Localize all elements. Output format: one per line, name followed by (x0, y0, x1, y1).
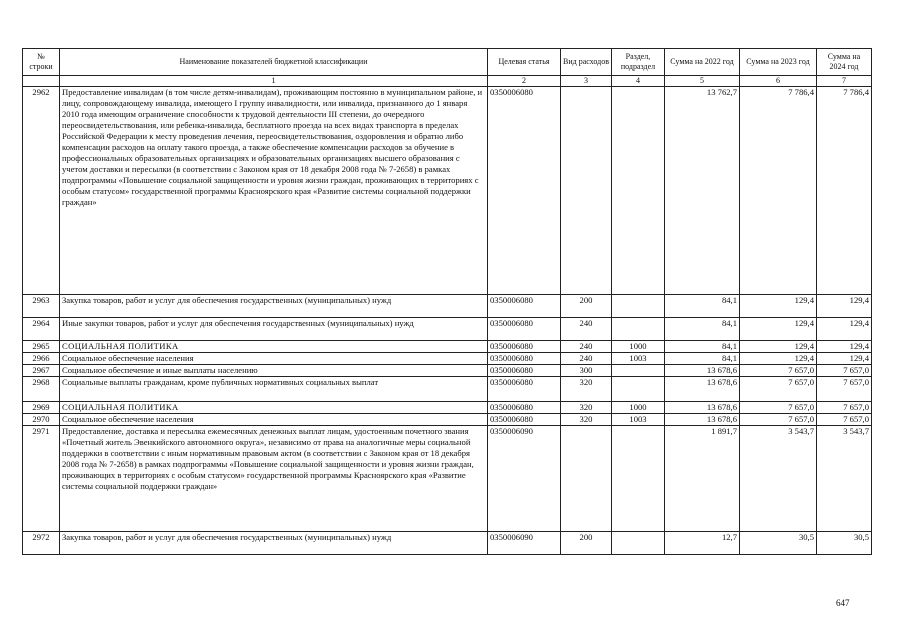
header-row-no: № строки (23, 49, 60, 76)
row-section (612, 318, 665, 341)
column-number: 6 (740, 76, 817, 87)
row-sum-2022: 84,1 (665, 295, 740, 318)
column-number: 7 (817, 76, 872, 87)
row-name: Предоставление инвалидам (в том числе детям-инвалидам), проживающим постоянно в муниципальном районе, и лицу, сопровождающему инвалида, имеющего I группу инвалидности, или инвалида, признанного до 1 января 2010 года имеющим ограничение способности к трудовой деятельности III степени, до очередного переосвидетельствования, или ребенка-инвалида, бесплатного проезда на всех видах транспорта в пределах Российской Федерации к месту проведения лечения, переосвидетельствования, оздоровления и обратно либо компенсации расходов на оплату такого проезда, а также обеспечение компенсации расходов за обучение в профессиональных образовательных организациях и образовательных организациях высшего образования с учетом доставки и пересылки (в соответствии с Законом края от 18 декабря 2008 года № 7-2658) в рамках подпрограммы «Повышение социальной защищенности и уровня жизни граждан, проживающих в территориях с особым статусом» государственной программы Красноярского края «Развитие системы социальной поддержки граждан» (60, 87, 488, 295)
row-section (612, 87, 665, 295)
row-sum-2023: 129,4 (740, 353, 817, 365)
row-exp-type: 200 (561, 532, 612, 555)
row-number: 2965 (23, 341, 60, 353)
column-number: 3 (561, 76, 612, 87)
row-sum-2024: 7 657,0 (817, 402, 872, 414)
row-name: СОЦИАЛЬНАЯ ПОЛИТИКА (60, 341, 488, 353)
row-sum-2022: 84,1 (665, 341, 740, 353)
row-target: 0350006090 (488, 426, 561, 532)
row-section (612, 426, 665, 532)
row-number: 2969 (23, 402, 60, 414)
table-row (23, 532, 872, 555)
row-target: 0350006080 (488, 365, 561, 377)
table-row (23, 402, 872, 414)
row-exp-type: 240 (561, 318, 612, 341)
row-exp-type: 300 (561, 365, 612, 377)
row-sum-2024: 7 657,0 (817, 377, 872, 402)
row-sum-2022: 1 891,7 (665, 426, 740, 532)
row-sum-2023: 7 657,0 (740, 402, 817, 414)
row-exp-type: 320 (561, 414, 612, 426)
row-section (612, 365, 665, 377)
row-sum-2024: 129,4 (817, 341, 872, 353)
row-section: 1003 (612, 414, 665, 426)
row-name: СОЦИАЛЬНАЯ ПОЛИТИКА (60, 402, 488, 414)
table-row (23, 365, 872, 377)
header-section: Раздел, подраздел (612, 49, 665, 76)
row-sum-2023: 7 657,0 (740, 365, 817, 377)
row-sum-2023: 7 786,4 (740, 87, 817, 295)
row-section: 1000 (612, 341, 665, 353)
row-sum-2024: 129,4 (817, 353, 872, 365)
row-sum-2024: 7 657,0 (817, 414, 872, 426)
budget-table (22, 48, 872, 555)
budget-sheet (22, 48, 871, 555)
row-number: 2966 (23, 353, 60, 365)
column-numbers-row (23, 76, 872, 87)
row-name: Социальное обеспечение населения (60, 353, 488, 365)
row-exp-type: 320 (561, 377, 612, 402)
column-number: 5 (665, 76, 740, 87)
row-name: Закупка товаров, работ и услуг для обеспечения государственных (муниципальных) нужд (60, 295, 488, 318)
row-name: Социальное обеспечение и иные выплаты населению (60, 365, 488, 377)
column-number: 4 (612, 76, 665, 87)
row-sum-2024: 129,4 (817, 295, 872, 318)
page-number: 647 (836, 598, 850, 608)
row-target: 0350006080 (488, 295, 561, 318)
row-target: 0350006080 (488, 353, 561, 365)
row-sum-2024: 30,5 (817, 532, 872, 555)
row-number: 2964 (23, 318, 60, 341)
column-number (23, 76, 60, 87)
row-sum-2022: 84,1 (665, 318, 740, 341)
header-name: Наименование показателей бюджетной классификации (60, 49, 488, 76)
row-sum-2022: 84,1 (665, 353, 740, 365)
row-exp-type: 240 (561, 353, 612, 365)
row-number: 2967 (23, 365, 60, 377)
row-target: 0350006090 (488, 532, 561, 555)
row-number: 2971 (23, 426, 60, 532)
row-sum-2023: 129,4 (740, 341, 817, 353)
row-exp-type: 240 (561, 341, 612, 353)
row-name: Закупка товаров, работ и услуг для обеспечения государственных (муниципальных) нужд (60, 532, 488, 555)
row-sum-2022: 13 678,6 (665, 377, 740, 402)
row-sum-2023: 7 657,0 (740, 377, 817, 402)
column-number: 1 (60, 76, 488, 87)
row-target: 0350006080 (488, 402, 561, 414)
table-row (23, 295, 872, 318)
row-exp-type: 200 (561, 295, 612, 318)
row-sum-2024: 3 543,7 (817, 426, 872, 532)
row-exp-type: 320 (561, 402, 612, 414)
row-sum-2022: 12,7 (665, 532, 740, 555)
row-target: 0350006080 (488, 87, 561, 295)
row-sum-2022: 13 678,6 (665, 402, 740, 414)
row-section (612, 295, 665, 318)
header-exp-type: Вид расходов (561, 49, 612, 76)
row-number: 2968 (23, 377, 60, 402)
row-sum-2024: 7 657,0 (817, 365, 872, 377)
row-sum-2022: 13 678,6 (665, 414, 740, 426)
row-sum-2024: 7 786,4 (817, 87, 872, 295)
header-sum-2022: Сумма на 2022 год (665, 49, 740, 76)
row-exp-type (561, 87, 612, 295)
table-row (23, 341, 872, 353)
row-sum-2022: 13 762,7 (665, 87, 740, 295)
row-sum-2023: 7 657,0 (740, 414, 817, 426)
row-name: Предоставление, доставка и пересылка ежемесячных денежных выплат лицам, удостоенным почетного звания «Почетный житель Эвенкийского автономного округа», независимо от права на аналогичные меры социальной поддержки в соответствии с иным нормативным правовым актом (в соответствии с Законом края от 18 декабря 2008 года № 7-2658) в рамках подпрограммы «Повышение социальной защищенности и уровня жизни граждан, проживающих в территориях с особым статусом» государственной программы Красноярского края «Развитие системы социальной поддержки граждан» (60, 426, 488, 532)
column-number: 2 (488, 76, 561, 87)
row-sum-2023: 30,5 (740, 532, 817, 555)
header-sum-2023: Сумма на 2023 год (740, 49, 817, 76)
row-target: 0350006080 (488, 341, 561, 353)
row-target: 0350006080 (488, 377, 561, 402)
row-sum-2022: 13 678,6 (665, 365, 740, 377)
row-number: 2972 (23, 532, 60, 555)
row-name: Социальные выплаты гражданам, кроме публичных нормативных социальных выплат (60, 377, 488, 402)
row-number: 2970 (23, 414, 60, 426)
row-sum-2023: 129,4 (740, 295, 817, 318)
row-name: Иные закупки товаров, работ и услуг для обеспечения государственных (муниципальных) нужд (60, 318, 488, 341)
row-section (612, 532, 665, 555)
row-number: 2962 (23, 87, 60, 295)
table-row (23, 87, 872, 295)
table-row (23, 414, 872, 426)
row-sum-2023: 129,4 (740, 318, 817, 341)
table-row (23, 318, 872, 341)
row-section: 1000 (612, 402, 665, 414)
header-sum-2024: Сумма на 2024 год (817, 49, 872, 76)
table-row (23, 426, 872, 532)
table-row (23, 353, 872, 365)
row-number: 2963 (23, 295, 60, 318)
row-section: 1003 (612, 353, 665, 365)
row-sum-2023: 3 543,7 (740, 426, 817, 532)
row-target: 0350006080 (488, 414, 561, 426)
table-row (23, 377, 872, 402)
row-target: 0350006080 (488, 318, 561, 341)
header-target: Целевая статья (488, 49, 561, 76)
row-section (612, 377, 665, 402)
row-name: Социальное обеспечение населения (60, 414, 488, 426)
row-exp-type (561, 426, 612, 532)
row-sum-2024: 129,4 (817, 318, 872, 341)
table-header-row (23, 49, 872, 76)
